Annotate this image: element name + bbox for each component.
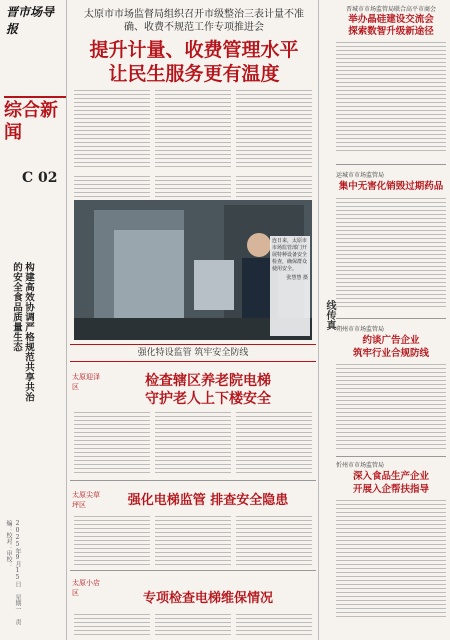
photo-caption: 连日来，太原市市场监管部门开展特种设备安全检查，确保群众使用安全。 (272, 238, 308, 272)
rule-bc (70, 570, 316, 571)
right-item-1-head-2: 探索数智升级新途径 (348, 26, 434, 37)
page-number: C 02 (22, 170, 58, 186)
center-divider (318, 0, 319, 640)
lead-body-col-3 (236, 90, 312, 168)
right-item-2-kicker: 运城市市场监管局 (336, 172, 385, 179)
story-c-head: 专项检查电梯维保情况 (142, 591, 273, 606)
photo-caption-box (270, 236, 310, 336)
right-item-3-kicker: 朔州市市场监管局 (336, 326, 385, 333)
section-title (4, 100, 66, 144)
lead-body-col-1 (74, 90, 150, 168)
story-a-body-2 (155, 412, 231, 474)
story-a-head-1: 检查辖区养老院电梯 (145, 373, 271, 389)
mid-banner (70, 344, 316, 362)
lead-body-col-2 (155, 90, 231, 168)
story-c-body-1 (74, 614, 150, 636)
right-rule-1 (336, 164, 446, 165)
right-item-3-body (336, 364, 446, 452)
story-b-head: 强化电梯监管 排查安全隐患 (127, 493, 289, 508)
right-column-label: 线传真 (324, 300, 335, 330)
story-c-district: 太原小店区 (72, 579, 100, 597)
rule-ab (70, 480, 316, 481)
lead-body-below-photo-1 (74, 176, 150, 198)
story-b-district: 太原尖草坪区 (72, 491, 100, 509)
right-item-4 (336, 462, 446, 620)
lead-body-col-2b (155, 176, 231, 198)
right-item-3 (336, 326, 446, 452)
right-item-4-kicker: 忻州市市场监管局 (336, 462, 385, 469)
masthead-logo: 晋市场导报 (6, 5, 55, 36)
right-item-2-head-1: 集中无害化销毁过期药品 (338, 181, 444, 192)
story-b-body-1 (74, 516, 150, 566)
date-line: 2025年9月15日 星期一 责编：校对：审校： (5, 520, 21, 625)
right-item-3-head-1: 约谈广告企业 (362, 335, 420, 346)
right-item-4-body (336, 500, 446, 620)
left-divider (66, 0, 67, 640)
story-b-body-2 (155, 516, 231, 566)
lead-headline-1: 提升计量、收费管理水平 (89, 39, 299, 61)
photo-credit: 张慧慧 摄 (286, 275, 308, 281)
lead-kicker: 太原市市场监督局组织召开市级整治三表计量不准确、收费不规范工作专项推进会 (84, 9, 304, 33)
right-rule-3 (336, 456, 446, 457)
right-rule-2 (336, 318, 446, 319)
section-rule (4, 96, 66, 98)
story-c-body-3 (236, 614, 312, 636)
right-item-1-kicker: 晋城市市场监管局联合高平市商会 (345, 6, 436, 13)
story-a-body-1 (74, 412, 150, 474)
vertical-slogan: 构建高效协调严格规范共享共治的安全食品质量生态 (11, 262, 34, 402)
story-c-body-2 (155, 614, 231, 636)
right-item-1 (336, 6, 446, 152)
right-item-2 (336, 172, 446, 308)
right-item-4-head-1: 深入食品生产企业 (352, 471, 429, 482)
story-a-district: 太原迎泽区 (72, 373, 100, 391)
lead-photo (74, 200, 312, 340)
masthead-title (6, 4, 58, 38)
mid-banner-text: 强化特设监管 筑牢安全防线 (137, 348, 249, 358)
section-text: 综合新闻 (4, 100, 58, 143)
lead-body-right-of-photo (236, 176, 312, 198)
lead-headline-2: 让民生服务更有温度 (108, 63, 280, 85)
right-item-2-body (336, 198, 446, 308)
story-a-head-2: 守护老人上下楼安全 (145, 391, 271, 407)
right-item-4-head-2: 开展入企帮扶指导 (352, 484, 429, 495)
right-item-3-head-2: 筑牢行业合规防线 (352, 348, 429, 359)
story-b-body-3 (236, 516, 312, 566)
right-item-1-head-1: 举办晶硅建设交流会 (348, 14, 434, 25)
story-a-body-3 (236, 412, 312, 474)
right-item-1-body (336, 42, 446, 152)
